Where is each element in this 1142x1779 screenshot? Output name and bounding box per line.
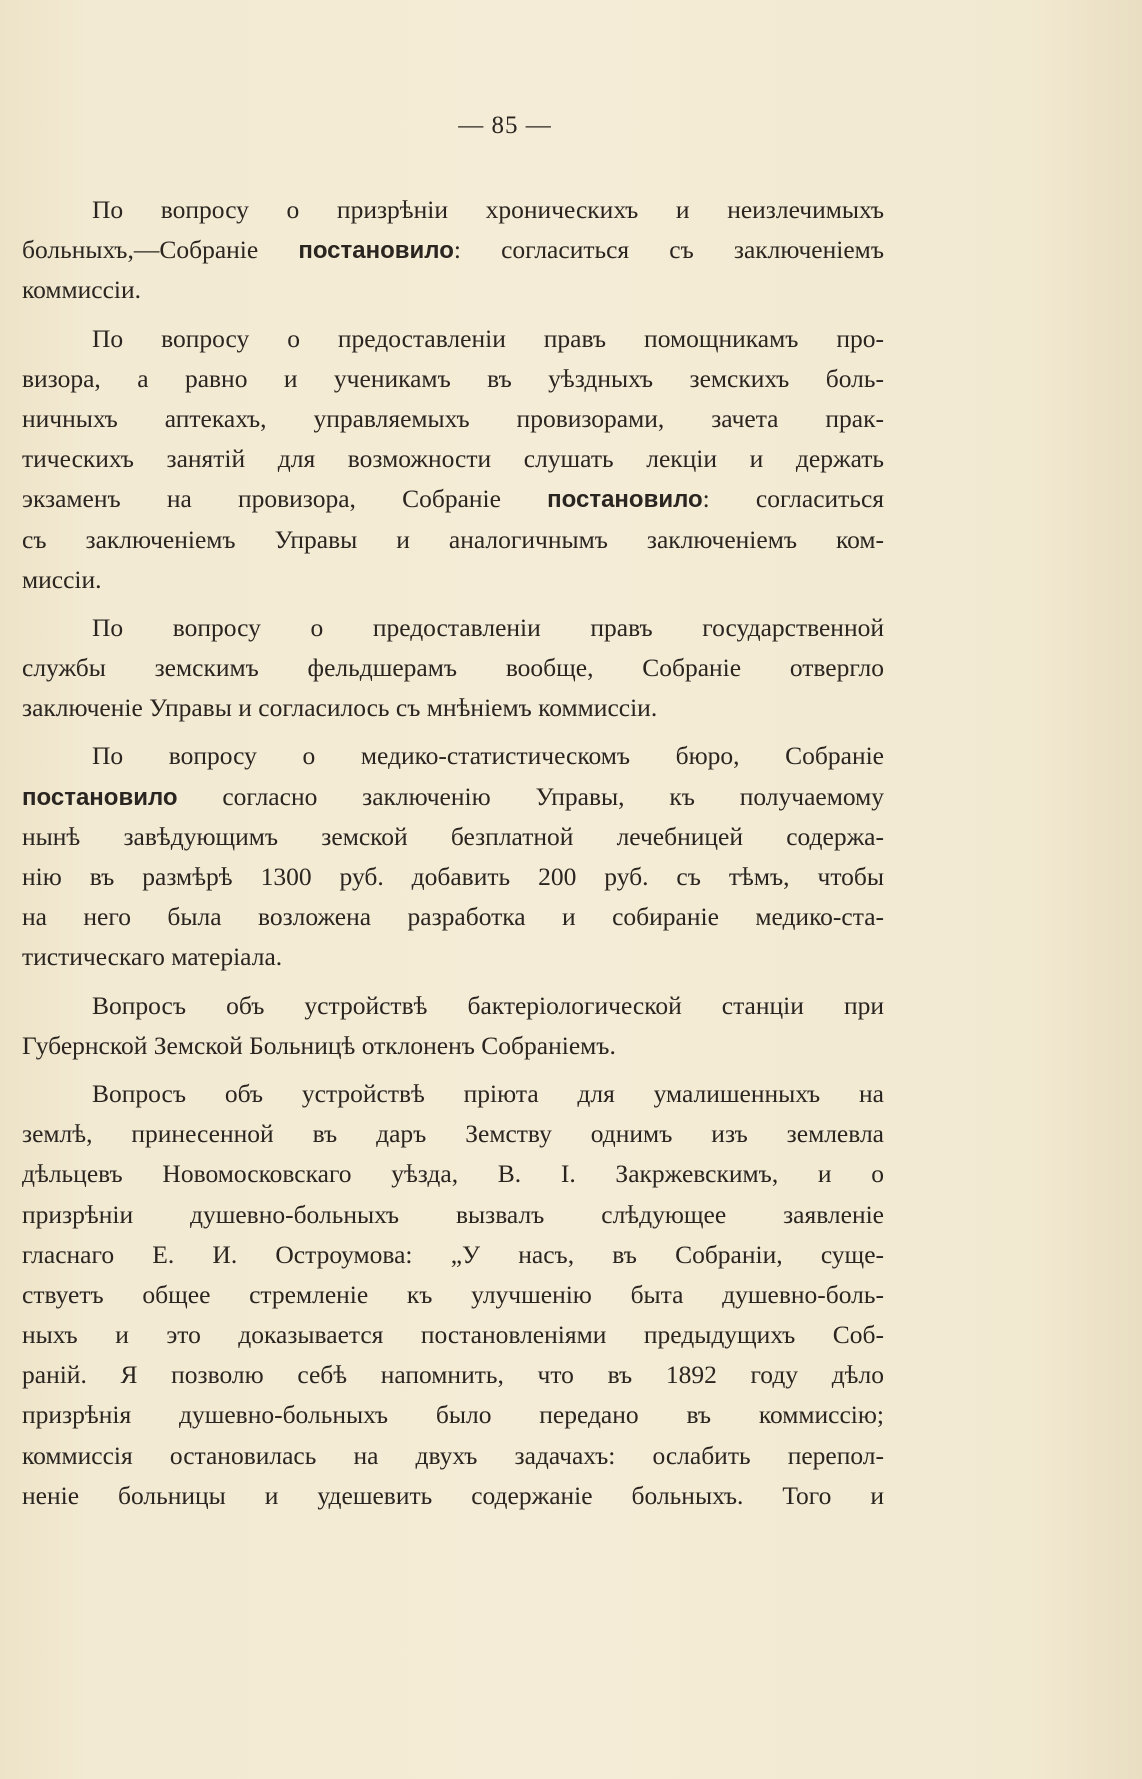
decision-keyword: постановило <box>298 237 454 265</box>
text-line: нію въ размѣрѣ 1300 руб. добавить 200 руб. съ тѣмъ, чтобы <box>22 862 884 891</box>
page-number: — 85 — <box>458 112 552 139</box>
text-line: службы земскимъ фельдшерамъ вообще, Собраніе отвергло <box>22 653 884 683</box>
text-line: раній. Я позволю себѣ напомнить, что въ 1892 году дѣло <box>22 1360 884 1390</box>
text-line: призрѣнія душевно-больныхъ было передано въ коммиссію; <box>22 1400 884 1430</box>
text-line: ствуетъ общее стремленіе къ улучшенію быта душевно-боль- <box>22 1279 884 1309</box>
text-line: ныхъ и это доказывается постановленіями предыдущихъ Соб- <box>22 1320 884 1350</box>
text-line: тическихъ занятій для возможности слушать лекціи и держать <box>22 444 884 474</box>
text-line: По вопросу о предоставленіи правъ помощникамъ про- <box>92 323 884 353</box>
text-line: экзаменъ на провизора, Собраніе постановило: согласиться <box>22 484 884 514</box>
text-line: коммиссія остановилась на двухъ задачахъ: ослабить перепол- <box>22 1440 884 1470</box>
text-line: съ заключеніемъ Управы и аналогичнымъ заключеніемъ ком- <box>22 524 884 554</box>
text-line: визора, а равно и ученикамъ въ уѣздныхъ земскихъ боль- <box>22 363 884 393</box>
text-line: По вопросу о призрѣніи хроническихъ и неизлечимыхъ <box>92 195 884 224</box>
text-line: миссіи. <box>22 564 102 594</box>
text-line: призрѣніи душевно-больныхъ вызвалъ слѣдующее заявленіе <box>22 1199 884 1229</box>
decision-keyword: постановило <box>22 783 178 811</box>
text-line: ничныхъ аптекахъ, управляемыхъ провизорами, зачета прак- <box>22 403 884 433</box>
text-line: гласнаго Е. И. Остроумова: „У насъ, въ Собраніи, суще- <box>22 1239 884 1269</box>
text-line: нынѣ завѣдующимъ земской безплатной лечебницей содержа- <box>22 821 884 851</box>
text-line: заключеніе Управы и согласилось съ мнѣніемъ коммиссіи. <box>22 693 658 723</box>
text-line: больныхъ,—Собраніе постановило: согласиться съ заключеніемъ <box>22 235 885 265</box>
text-line: коммиссіи. <box>22 275 142 305</box>
text-line: неніе больницы и удешевить содержаніе больныхъ. Того и <box>22 1480 884 1510</box>
text-line: тистическаго матеріала. <box>22 942 283 972</box>
body-text <box>22 190 884 1516</box>
text-line: По вопросу о предоставленіи правъ государственной <box>92 612 884 642</box>
text-line: дѣльцевъ Новомосковскаго уѣзда, В. І. Закржевскимъ, и о <box>22 1159 884 1189</box>
text-line: на него была возложена разработка и собираніе медико-ста- <box>22 902 884 932</box>
decision-keyword: постановило <box>547 486 703 514</box>
text-line: По вопросу о медико-статистическомъ бюро, Собраніе <box>92 741 884 771</box>
text-line: Вопросъ объ устройствѣ бактеріологической станціи при <box>92 990 884 1020</box>
text-line: Губернской Земской Больницѣ отклоненъ Собраніемъ. <box>22 1030 616 1060</box>
text-line: Вопросъ объ устройствѣ пріюта для умалишенныхъ на <box>92 1078 884 1108</box>
text-line: постановило согласно заключенію Управы, къ получаемому <box>22 781 884 811</box>
text-line: землѣ, принесенной въ даръ Земству однимъ изъ землевла <box>22 1119 884 1149</box>
